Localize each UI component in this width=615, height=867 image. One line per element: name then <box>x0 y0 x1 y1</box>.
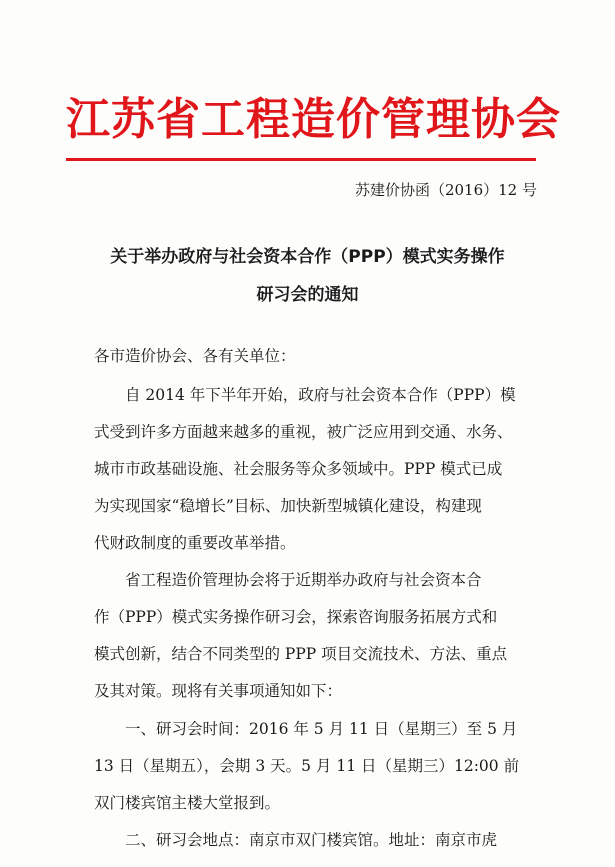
salutation: 各市造价协会、各有关单位： <box>94 347 296 365</box>
paragraph-2-line-2: 作（PPP）模式实务操作研习会，探索咨询服务拓展方式和 <box>94 608 498 626</box>
document-number: 苏建价协函（2016）12 号 <box>354 181 537 199</box>
paragraph-2-line-1: 省工程造价管理协会将于近期举办政府与社会资本合 <box>125 571 482 589</box>
organization-header: 江苏省工程造价管理协会 <box>66 94 561 145</box>
header-red-rule <box>66 158 536 161</box>
section-2-line-1: 二、研习会地点：南京市双门楼宾馆。地址：南京市虎 <box>125 831 498 849</box>
section-1-line-2: 13 日（星期五），会期 3 天。5 月 11 日（星期三）12:00 前 <box>94 757 520 775</box>
document-title-line-1: 关于举办政府与社会资本合作（PPP）模式实务操作 <box>110 247 505 267</box>
paragraph-1-line-4: 为实现国家“稳增长”目标、加快新型城镇化建设，构建现 <box>94 497 482 515</box>
section-1-line-1: 一、研习会时间：2016 年 5 月 11 日（星期三）至 5 月 <box>125 720 518 738</box>
paragraph-1-line-3: 城市市政基础设施、社会服务等众多领域中。PPP 模式已成 <box>94 460 503 478</box>
paragraph-1-line-1: 自 2014 年下半年开始，政府与社会资本合作（PPP）模 <box>125 386 516 404</box>
paragraph-1-line-5: 代财政制度的重要改革举措。 <box>94 534 296 552</box>
paragraph-2-line-3: 模式创新，结合不同类型的 PPP 项目交流技术、方法、重点 <box>94 645 508 663</box>
paragraph-1-line-2: 式受到许多方面越来越多的重视，被广泛应用到交通、水务、 <box>94 423 513 441</box>
section-1-line-3: 双门楼宾馆主楼大堂报到。 <box>94 794 281 812</box>
document-title-line-2: 研习会的通知 <box>256 285 359 305</box>
paragraph-2-line-4: 及其对策。现将有关事项通知如下： <box>94 682 343 700</box>
